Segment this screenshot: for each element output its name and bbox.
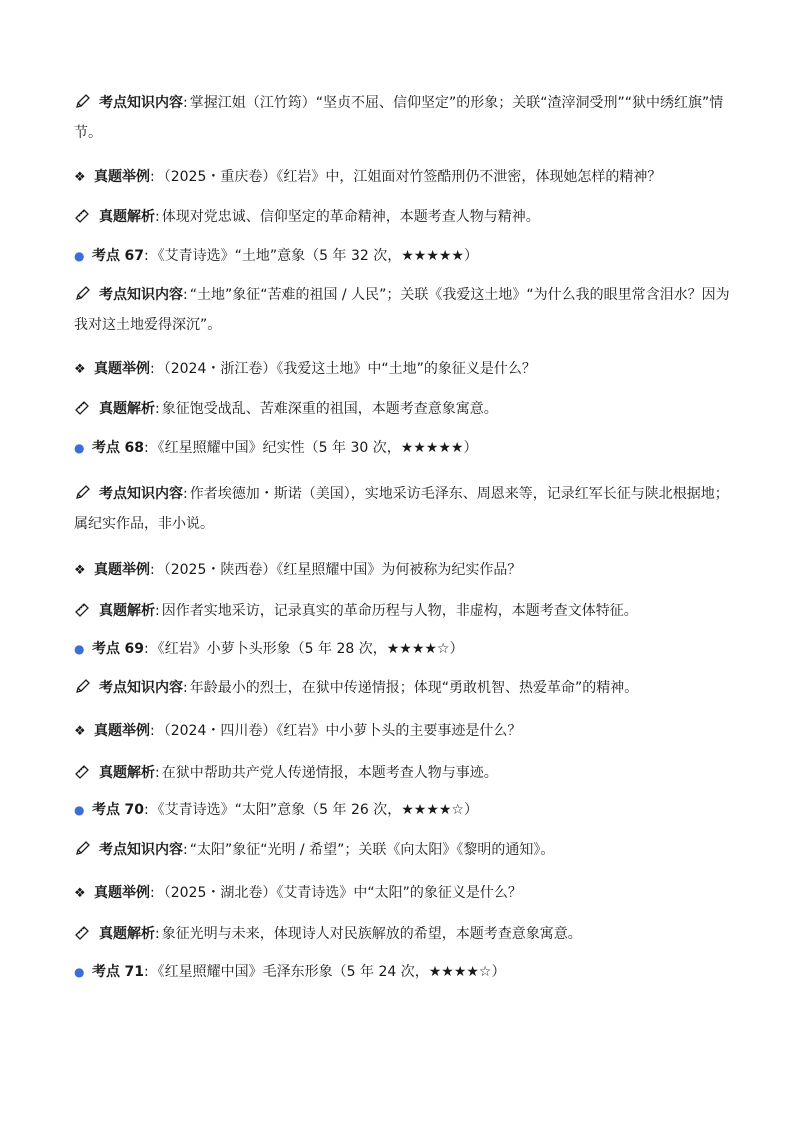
bullet-icon: ● bbox=[74, 803, 85, 817]
knowledge-label: 考点知识内容 bbox=[99, 680, 183, 696]
analysis-label: 真题解析 bbox=[99, 603, 155, 619]
pencil-icon bbox=[74, 280, 96, 310]
pencil-icon bbox=[74, 673, 96, 703]
analysis-label: 真题解析 bbox=[99, 209, 155, 225]
point-label: 考点 bbox=[92, 440, 120, 456]
knowledge-entry: 考点知识内容: 年龄最小的烈士，在狱中传递情报；体现“勇敢机智、热爱革命”的精神。 bbox=[74, 673, 734, 703]
point-label: 考点 bbox=[92, 248, 120, 264]
ruler-pencil-icon bbox=[74, 758, 96, 788]
analysis-entry: 真题解析: 体现对党忠诚、信仰坚定的革命精神，本题考查人物与精神。 bbox=[74, 202, 734, 232]
example-text: （2024・四川卷）《红岩》中小萝卜头的主要事迹是什么？ bbox=[156, 723, 522, 739]
knowledge-entry: 考点知识内容: 掌握江姐（江竹筠）“坚贞不屈、信仰坚定”的形象；关联“渣滓洞受刑”“狱中绣红旗”情节。 bbox=[74, 88, 734, 148]
point-entry: ● 考点 69: 《红岩》小萝卜头形象（5 年 28 次，★★★★☆） bbox=[74, 634, 734, 664]
diamond-icon: ❖ bbox=[74, 563, 86, 578]
example-entry: ❖ 真题举例: （2025・重庆卷）《红岩》中，江姐面对竹签酷刑仍不泄密，体现她怎样的精神？ bbox=[74, 162, 734, 193]
point-label: 考点 bbox=[92, 802, 120, 818]
point-entry: ● 考点 68: 《红星照耀中国》纪实性（5 年 30 次，★★★★★） bbox=[74, 433, 734, 463]
bullet-icon: ● bbox=[74, 965, 85, 979]
example-text: （2024・浙江卷）《我爱这土地》中“土地”的象征义是什么？ bbox=[156, 361, 536, 377]
point-text: 《艾青诗选》“太阳”意象（5 年 26 次，★★★★☆） bbox=[150, 802, 478, 818]
knowledge-text: 掌握江姐（江竹筠）“坚贞不屈、信仰坚定”的形象；关联“渣滓洞受刑”“狱中绣红旗”情节。 bbox=[74, 95, 724, 141]
point-number: 68 bbox=[124, 440, 144, 456]
example-label: 真题举例 bbox=[94, 562, 150, 578]
point-text: 《艾青诗选》“土地”意象（5 年 32 次，★★★★★） bbox=[150, 248, 478, 264]
analysis-entry: 真题解析: 象征光明与未来，体现诗人对民族解放的希望，本题考查意象寓意。 bbox=[74, 919, 734, 949]
analysis-label: 真题解析 bbox=[99, 765, 155, 781]
example-text: （2025・重庆卷）《红岩》中，江姐面对竹签酷刑仍不泄密，体现她怎样的精神？ bbox=[156, 169, 662, 185]
example-text: （2025・陕西卷）《红星照耀中国》为何被称为纪实作品？ bbox=[156, 562, 522, 578]
point-label: 考点 bbox=[92, 964, 120, 980]
example-label: 真题举例 bbox=[94, 723, 150, 739]
bullet-icon: ● bbox=[74, 441, 85, 455]
example-entry: ❖ 真题举例: （2025・陕西卷）《红星照耀中国》为何被称为纪实作品？ bbox=[74, 555, 734, 586]
analysis-entry: 真题解析: 象征饱受战乱、苦难深重的祖国，本题考查意象寓意。 bbox=[74, 394, 734, 424]
knowledge-text: “土地”象征“苦难的祖国 / 人民”；关联《我爱这土地》“为什么我的眼里常含泪水？因为我对这土地爱得深沉”。 bbox=[74, 287, 730, 333]
point-text: 《红星照耀中国》纪实性（5 年 30 次，★★★★★） bbox=[150, 440, 478, 456]
point-entry: ● 考点 67: 《艾青诗选》“土地”意象（5 年 32 次，★★★★★） bbox=[74, 241, 734, 271]
point-number: 70 bbox=[124, 802, 144, 818]
ruler-pencil-icon bbox=[74, 394, 96, 424]
ruler-pencil-icon bbox=[74, 596, 96, 626]
example-entry: ❖ 真题举例: （2025・湖北卷）《艾青诗选》中“太阳”的象征义是什么？ bbox=[74, 878, 734, 909]
analysis-text: 在狱中帮助共产党人传递情报，本题考查人物与事迹。 bbox=[161, 765, 498, 781]
point-number: 67 bbox=[124, 248, 144, 264]
pencil-icon bbox=[74, 479, 96, 509]
knowledge-label: 考点知识内容 bbox=[99, 842, 183, 858]
diamond-icon: ❖ bbox=[74, 170, 86, 185]
bullet-icon: ● bbox=[74, 642, 85, 656]
analysis-entry: 真题解析: 在狱中帮助共产党人传递情报，本题考查人物与事迹。 bbox=[74, 758, 734, 788]
knowledge-text: 年龄最小的烈士，在狱中传递情报；体现“勇敢机智、热爱革命”的精神。 bbox=[189, 680, 639, 696]
knowledge-text: “太阳”象征“光明 / 希望”；关联《向太阳》《黎明的通知》。 bbox=[189, 842, 555, 858]
knowledge-text: 作者埃德加・斯诺（美国），实地采访毛泽东、周恩来等，记录红军长征与陕北根据地；属纪实作品，非小说。 bbox=[74, 486, 729, 532]
pencil-icon bbox=[74, 88, 96, 118]
diamond-icon: ❖ bbox=[74, 724, 86, 739]
analysis-label: 真题解析 bbox=[99, 401, 155, 417]
knowledge-entry: 考点知识内容: “太阳”象征“光明 / 希望”；关联《向太阳》《黎明的通知》。 bbox=[74, 835, 734, 865]
point-label: 考点 bbox=[92, 641, 120, 657]
analysis-text: 象征光明与未来，体现诗人对民族解放的希望，本题考查意象寓意。 bbox=[161, 926, 582, 942]
ruler-pencil-icon bbox=[74, 202, 96, 232]
example-label: 真题举例 bbox=[94, 169, 150, 185]
diamond-icon: ❖ bbox=[74, 362, 86, 377]
bullet-icon: ● bbox=[74, 249, 85, 263]
example-text: （2025・湖北卷）《艾青诗选》中“太阳”的象征义是什么？ bbox=[156, 885, 522, 901]
pencil-icon bbox=[74, 835, 96, 865]
knowledge-entry: 考点知识内容: 作者埃德加・斯诺（美国），实地采访毛泽东、周恩来等，记录红军长征与陕北根据地；属纪实作品，非小说。 bbox=[74, 479, 734, 539]
diamond-icon: ❖ bbox=[74, 886, 86, 901]
knowledge-label: 考点知识内容 bbox=[99, 287, 183, 303]
example-label: 真题举例 bbox=[94, 361, 150, 377]
example-entry: ❖ 真题举例: （2024・浙江卷）《我爱这土地》中“土地”的象征义是什么？ bbox=[74, 354, 734, 385]
analysis-label: 真题解析 bbox=[99, 926, 155, 942]
point-number: 69 bbox=[124, 641, 144, 657]
example-label: 真题举例 bbox=[94, 885, 150, 901]
point-text: 《红星照耀中国》毛泽东形象（5 年 24 次，★★★★☆） bbox=[150, 964, 506, 980]
analysis-text: 象征饱受战乱、苦难深重的祖国，本题考查意象寓意。 bbox=[161, 401, 498, 417]
analysis-text: 体现对党忠诚、信仰坚定的革命精神，本题考查人物与精神。 bbox=[161, 209, 540, 225]
analysis-text: 因作者实地采访，记录真实的革命历程与人物，非虚构，本题考查文体特征。 bbox=[161, 603, 638, 619]
point-number: 71 bbox=[124, 964, 144, 980]
analysis-entry: 真题解析: 因作者实地采访，记录真实的革命历程与人物，非虚构，本题考查文体特征。 bbox=[74, 596, 734, 626]
point-text: 《红岩》小萝卜头形象（5 年 28 次，★★★★☆） bbox=[150, 641, 464, 657]
ruler-pencil-icon bbox=[74, 919, 96, 949]
example-entry: ❖ 真题举例: （2024・四川卷）《红岩》中小萝卜头的主要事迹是什么？ bbox=[74, 716, 734, 747]
point-entry: ● 考点 70: 《艾青诗选》“太阳”意象（5 年 26 次，★★★★☆） bbox=[74, 795, 734, 825]
knowledge-label: 考点知识内容 bbox=[99, 95, 183, 111]
knowledge-entry: 考点知识内容: “土地”象征“苦难的祖国 / 人民”；关联《我爱这土地》“为什么我的眼里常含泪水？因为我对这土地爱得深沉”。 bbox=[74, 280, 734, 340]
point-entry: ● 考点 71: 《红星照耀中国》毛泽东形象（5 年 24 次，★★★★☆） bbox=[74, 957, 734, 987]
knowledge-label: 考点知识内容 bbox=[99, 486, 183, 502]
